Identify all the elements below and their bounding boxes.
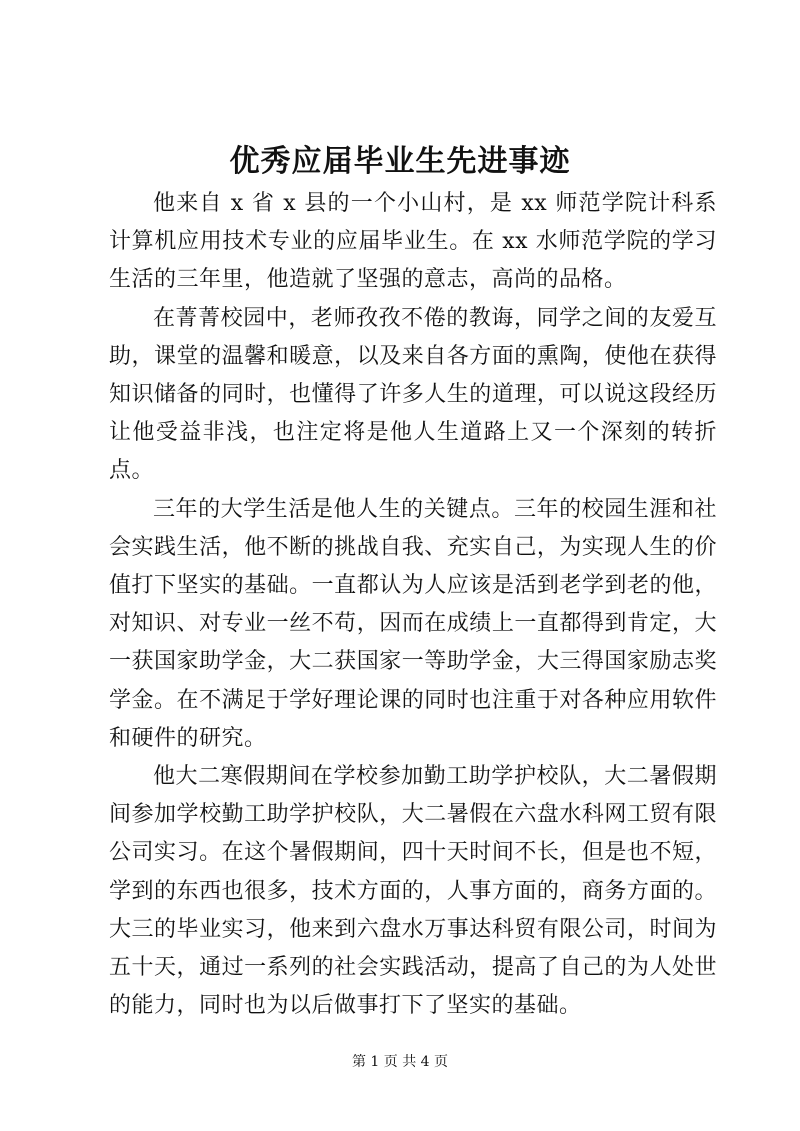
- document-title: 优秀应届毕业生先进事迹: [229, 144, 571, 179]
- page-footer: 第 1 页 共 4 页: [351, 1054, 449, 1070]
- document-body: [109, 185, 717, 1025]
- paragraph-4: 他大二寒假期间在学校参加勤工助学护校队，大二暑假期间参加学校勤工助学护校队，大二暑假在六盘水科网工贸有限公司实习。在这个暑假期间，四十天时间不长，但是也不短，学到的东西也很多，技术方面的，人事方面的，商务方面的。大三的毕业实习，他来到六盘水万事达科贸有限公司，时间为五十天，通过一系列的社会实践活动，提高了自己的为人处世的能力，同时也为以后做事打下了坚实的基础。: [109, 764, 717, 1019]
- paragraph-2: 在菁菁校园中，老师孜孜不倦的教诲，同学之间的友爱互助，课堂的温馨和暖意，以及来自各方面的熏陶，使他在获得知识储备的同时，也懂得了许多人生的道理，可以说这段经历让他受益非浅，也注定将是他人生道路上又一个深刻的转折点。: [109, 305, 717, 484]
- paragraph-3: 三年的大学生活是他人生的关键点。三年的校园生涯和社会实践生活，他不断的挑战自我、充实自己，为实现人生的价值打下坚实的基础。一直都认为人应该是活到老学到老的他，对知识、对专业一丝不苟，因而在成绩上一直都得到肯定，大一获国家助学金，大二获国家一等助学金，大三得国家励志奖学金。在不满足于学好理论课的同时也注重于对各种应用软件和硬件的研究。: [109, 496, 717, 751]
- paragraph-1: 他来自 x 省 x 县的一个小山村，是 xx 师范学院计科系计算机应用技术专业的应届毕业生。在 xx 水师范学院的学习生活的三年里，他造就了坚强的意志，高尚的品格。: [109, 191, 717, 293]
